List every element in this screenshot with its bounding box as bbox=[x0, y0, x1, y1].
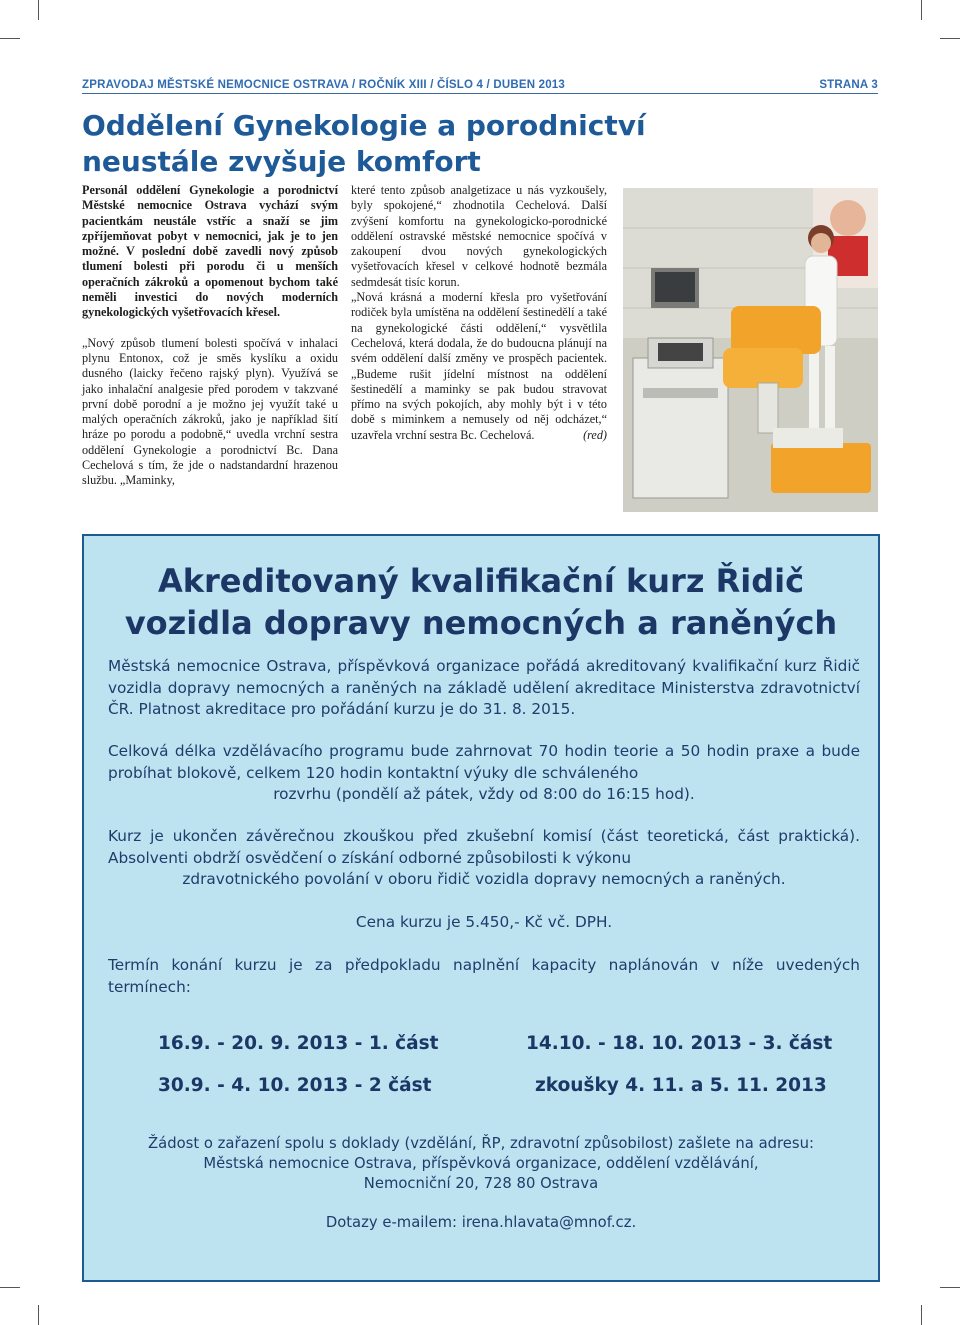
course-date-part1: 16.9. - 20. 9. 2013 - 1. část bbox=[158, 1033, 439, 1054]
course-intro-paragraph: Městská nemocnice Ostrava, příspěvková organizace pořádá akreditovaný kvalifikační kurz Řidič vozidla dopravy nemocných a raněných na základě udělení akreditace Ministerstva zdravotnictví ČR. Platnost akreditace pro pořádání kurzu je do 31. 8. 2015. bbox=[108, 657, 860, 718]
crop-mark bbox=[0, 1287, 20, 1288]
article-body-text: „Nová krásná a moderní křesla pro vyšetřování rodiček byla umístěna na oddělení šestinedělí a také na gynekologické části oddělení,“ vysvětlila Cechelová, která dodala, že do budoucna plánují na svém oddělení další změny ve prospěch pacientek. „Budeme rušit jídelní místnost na oddělení šestinedělí a maminky se pak budou stravovat přímo na svých pokojích, aby mohly být i v této době s miminkem a nemusely od něj odcházet,“ uzavřela vrchní sestra Bc. Cechelová. bbox=[351, 290, 607, 442]
editor-signature: (red) bbox=[583, 427, 607, 442]
crop-mark bbox=[921, 1305, 922, 1325]
course-price: Cena kurzu je 5.450,- Kč vč. DPH. bbox=[355, 913, 613, 931]
article-photo bbox=[623, 188, 878, 512]
course-length-paragraph bbox=[108, 741, 860, 806]
course-date-part3: 14.10. - 18. 10. 2013 - 3. část bbox=[526, 1033, 833, 1054]
application-address: Nemocniční 20, 728 80 Ostrava bbox=[363, 1175, 599, 1192]
page-header bbox=[82, 79, 878, 94]
course-title bbox=[84, 560, 878, 644]
course-length-text-end: rozvrhu (pondělí až pátek, vždy od 8:00 do 16:15 hod). bbox=[273, 785, 695, 803]
crop-mark bbox=[940, 1287, 960, 1288]
article-title-line1: Oddělení Gynekologie a porodnictví bbox=[82, 109, 646, 142]
article-title bbox=[82, 108, 882, 180]
course-length-text: Celková délka vzdělávacího programu bude zahrnovat 70 hodin teorie a 50 hodin praxe a bude probíhat blokově, celkem 120 hodin kontaktní výuky dle schváleného bbox=[108, 742, 860, 782]
article-body-paragraph: které tento způsob analgetizace u nás vyzkoušely, byly spokojené,“ zhodnotila Cechelová. Další zvýšení komfortu na gynekologicko-porodnické oddělení ostravské městské nemocnice spočívá v zakoupení dvou nových gynekologických vyšetřovacích křesel v celkové hodnotě bezmála sedmdesát tisíc korun. bbox=[351, 183, 607, 289]
article-title-line2: neustále zvyšuje komfort bbox=[82, 145, 481, 178]
contact-email: Dotazy e-mailem: irena.hlavata@mnof.cz. bbox=[325, 1214, 637, 1231]
course-date-part2: 30.9. - 4. 10. 2013 - 2 část bbox=[158, 1075, 432, 1096]
publication-info: ZPRAVODAJ MĚSTSKÉ NEMOCNICE OSTRAVA / ROČNÍK XIII / ČÍSLO 4 / DUBEN 2013 bbox=[82, 79, 565, 91]
photo-illustration bbox=[623, 188, 878, 512]
article-lead: Personál oddělení Gynekologie a porodnictví Městské nemocnice Ostrava vychází svým pacientkám neustále vstříc a snaží se jim zpříjemňovat pobyt v nemocnici, jak je to jen možné. V poslední době zavedli nový způsob tlumení bolesti při porodu či u menších operačních zákroků a opomenout bychom také neměli investici do nových moderních gynekologických vyšetřovacích křesel. bbox=[82, 183, 338, 320]
course-title-line2: vozidla dopravy nemocných a raněných bbox=[124, 604, 838, 642]
crop-mark bbox=[38, 0, 39, 20]
application-line: Žádost o zařazení spolu s doklady (vzdělání, ŘP, zdravotní způsobilost) zašlete na adresu: bbox=[148, 1135, 814, 1152]
article-body-paragraph: „Nový způsob tlumení bolesti spočívá v inhalaci plynu Entonox, což je směs kyslíku a oxidu dusného (laicky řečeno rajský plyn). Využívá se jako inhalační analgesie před porodem v takzvané první době porodní a je možno jej využít také u malých operačních zákroků, jako je například šití hráze po porodu a podobně,“ uvedla vrchní sestra oddělení Gynekologie a porodnictví Bc. Dana Cechelová s tím, že jde o nadstandardní hrazenou službu. „Maminky, bbox=[82, 335, 338, 488]
application-line: Městská nemocnice Ostrava, příspěvková organizace, oddělení vzdělávání, bbox=[203, 1155, 759, 1172]
course-title-line1: Akreditovaný kvalifikační kurz Řidič bbox=[157, 562, 805, 600]
course-date-exams: zkoušky 4. 11. a 5. 11. 2013 bbox=[535, 1075, 827, 1096]
article-column-2 bbox=[351, 183, 607, 443]
crop-mark bbox=[0, 38, 20, 39]
course-exam-text-end: zdravotnického povolání v oboru řidič vozidla dopravy nemocných a raněných. bbox=[182, 870, 786, 888]
course-announcement-box bbox=[82, 534, 880, 1282]
article-column-1 bbox=[82, 183, 338, 489]
course-exam-text: Kurz je ukončen závěrečnou zkouškou před zkušební komisí (část teoretická, část praktická). Absolventi obdrží osvědčení o získání odborné způsobilosti k výkonu bbox=[108, 827, 860, 867]
course-terms-intro: Termín konání kurzu je za předpokladu naplnění kapacity naplánován v níže uvedených termínech: bbox=[108, 956, 860, 996]
course-exam-paragraph bbox=[108, 826, 860, 891]
crop-mark bbox=[38, 1305, 39, 1325]
article-body-paragraph bbox=[351, 290, 607, 443]
crop-mark bbox=[921, 0, 922, 20]
crop-mark bbox=[940, 38, 960, 39]
page-number: STRANA 3 bbox=[819, 79, 878, 91]
